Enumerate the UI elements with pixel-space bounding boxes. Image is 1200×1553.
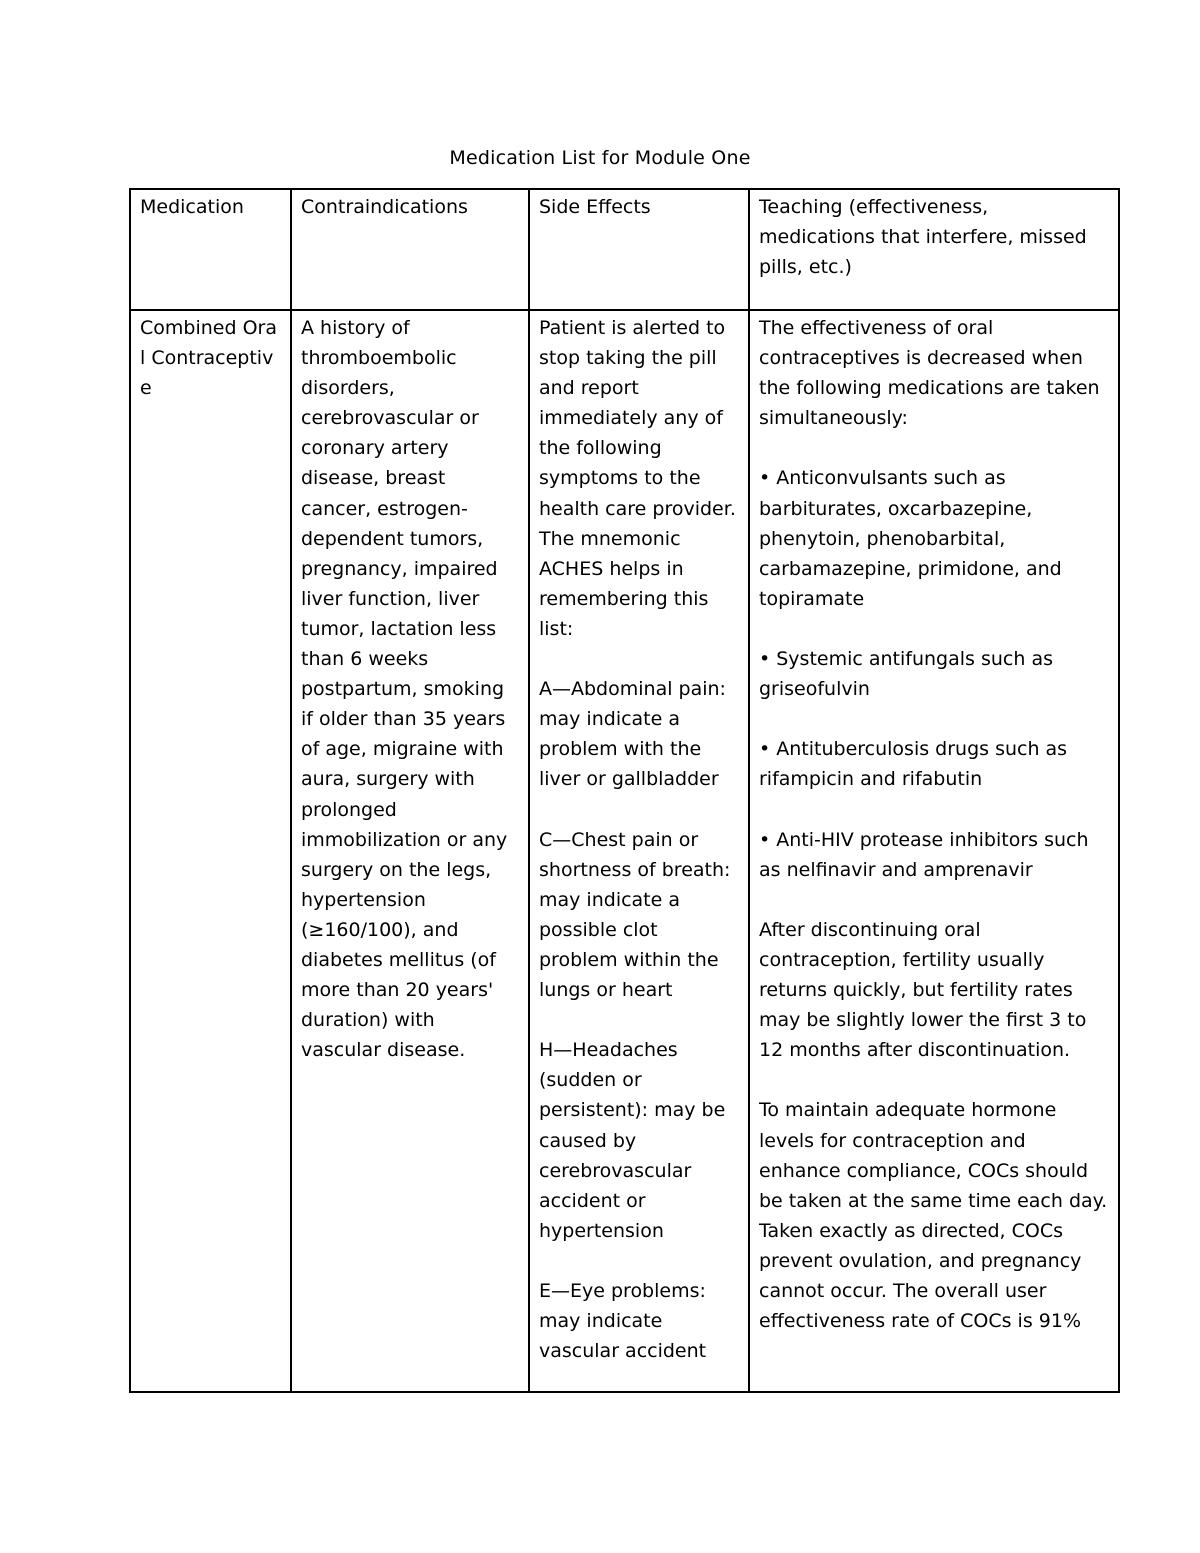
side-effects-intro: Patient is alerted to stop taking the pill and report immediately any of the following symptoms to the health care provider. The mnemonic ACHES helps in remembering this list: — [539, 317, 736, 640]
cell-medication: Combined Oral Contraceptive — [130, 310, 291, 1392]
cell-teaching — [749, 310, 1119, 1392]
table-header-row — [130, 189, 1119, 310]
side-effect-chest: C—Chest pain or shortness of breath: may indicate a possible clot problem within the lungs or heart — [539, 828, 731, 1002]
side-effect-eye: E—Eye problems: may indicate vascular accident — [539, 1280, 707, 1363]
cell-contraindications: A history of thromboembolic disorders, cerebrovascular or coronary artery disease, breast cancer, estrogen-dependent tumors, pregnancy, impaired liver function, liver tumor, lactation less than 6 weeks postpartum, smoking if older than 35 years of age, migraine with aura, surgery with prolonged immobilization or any surgery on the legs, hypertension (≥160/100), and diabetes mellitus (of more than 20 years' duration) with vascular disease. — [291, 310, 529, 1392]
cell-side-effects — [529, 310, 749, 1392]
teaching-fertility: After discontinuing oral contraception, fertility usually returns quickly, but fertility rates may be slightly lower the first 3 to 12 months after discontinuation. — [759, 918, 1087, 1062]
header-teaching: Teaching (effectiveness, medications that interfere, missed pills, etc.) — [749, 189, 1119, 310]
teaching-compliance: To maintain adequate hormone levels for contraception and enhance compliance, COCs should be taken at the same time each day. Taken exactly as directed, COCs prevent ovulation, and pregnancy cannot occur. The overall user effectiveness rate of COCs is 91% — [759, 1099, 1108, 1333]
medication-table — [129, 188, 1120, 1393]
header-medication: Medication — [130, 189, 291, 310]
page-title: Medication List for Module One — [449, 147, 751, 169]
side-effect-headaches: H—Headaches (sudden or persistent): may be caused by cerebrovascular accident or hypertension — [539, 1039, 726, 1242]
side-effect-abdominal: A—Abdominal pain: may indicate a problem with the liver or gallbladder — [539, 678, 726, 791]
teaching-intro: The effectiveness of oral contraceptives is decreased when the following medications are taken simultaneously: — [759, 317, 1100, 430]
table-row — [130, 310, 1119, 1392]
teaching-anticonvulsants: • Anticonvulsants such as barbiturates, oxcarbazepine, phenytoin, phenobarbital, carbamazepine, primidone, and topiramate — [759, 467, 1062, 610]
teaching-antifungals: • Systemic antifungals such as griseofulvin — [759, 648, 1053, 701]
header-contraindications: Contraindications — [291, 189, 529, 310]
teaching-anti-hiv: • Anti-HIV protease inhibitors such as nelfinavir and amprenavir — [759, 828, 1089, 881]
header-side-effects: Side Effects — [529, 189, 749, 310]
teaching-antituberculosis: • Antituberculosis drugs such as rifampicin and rifabutin — [759, 738, 1068, 791]
